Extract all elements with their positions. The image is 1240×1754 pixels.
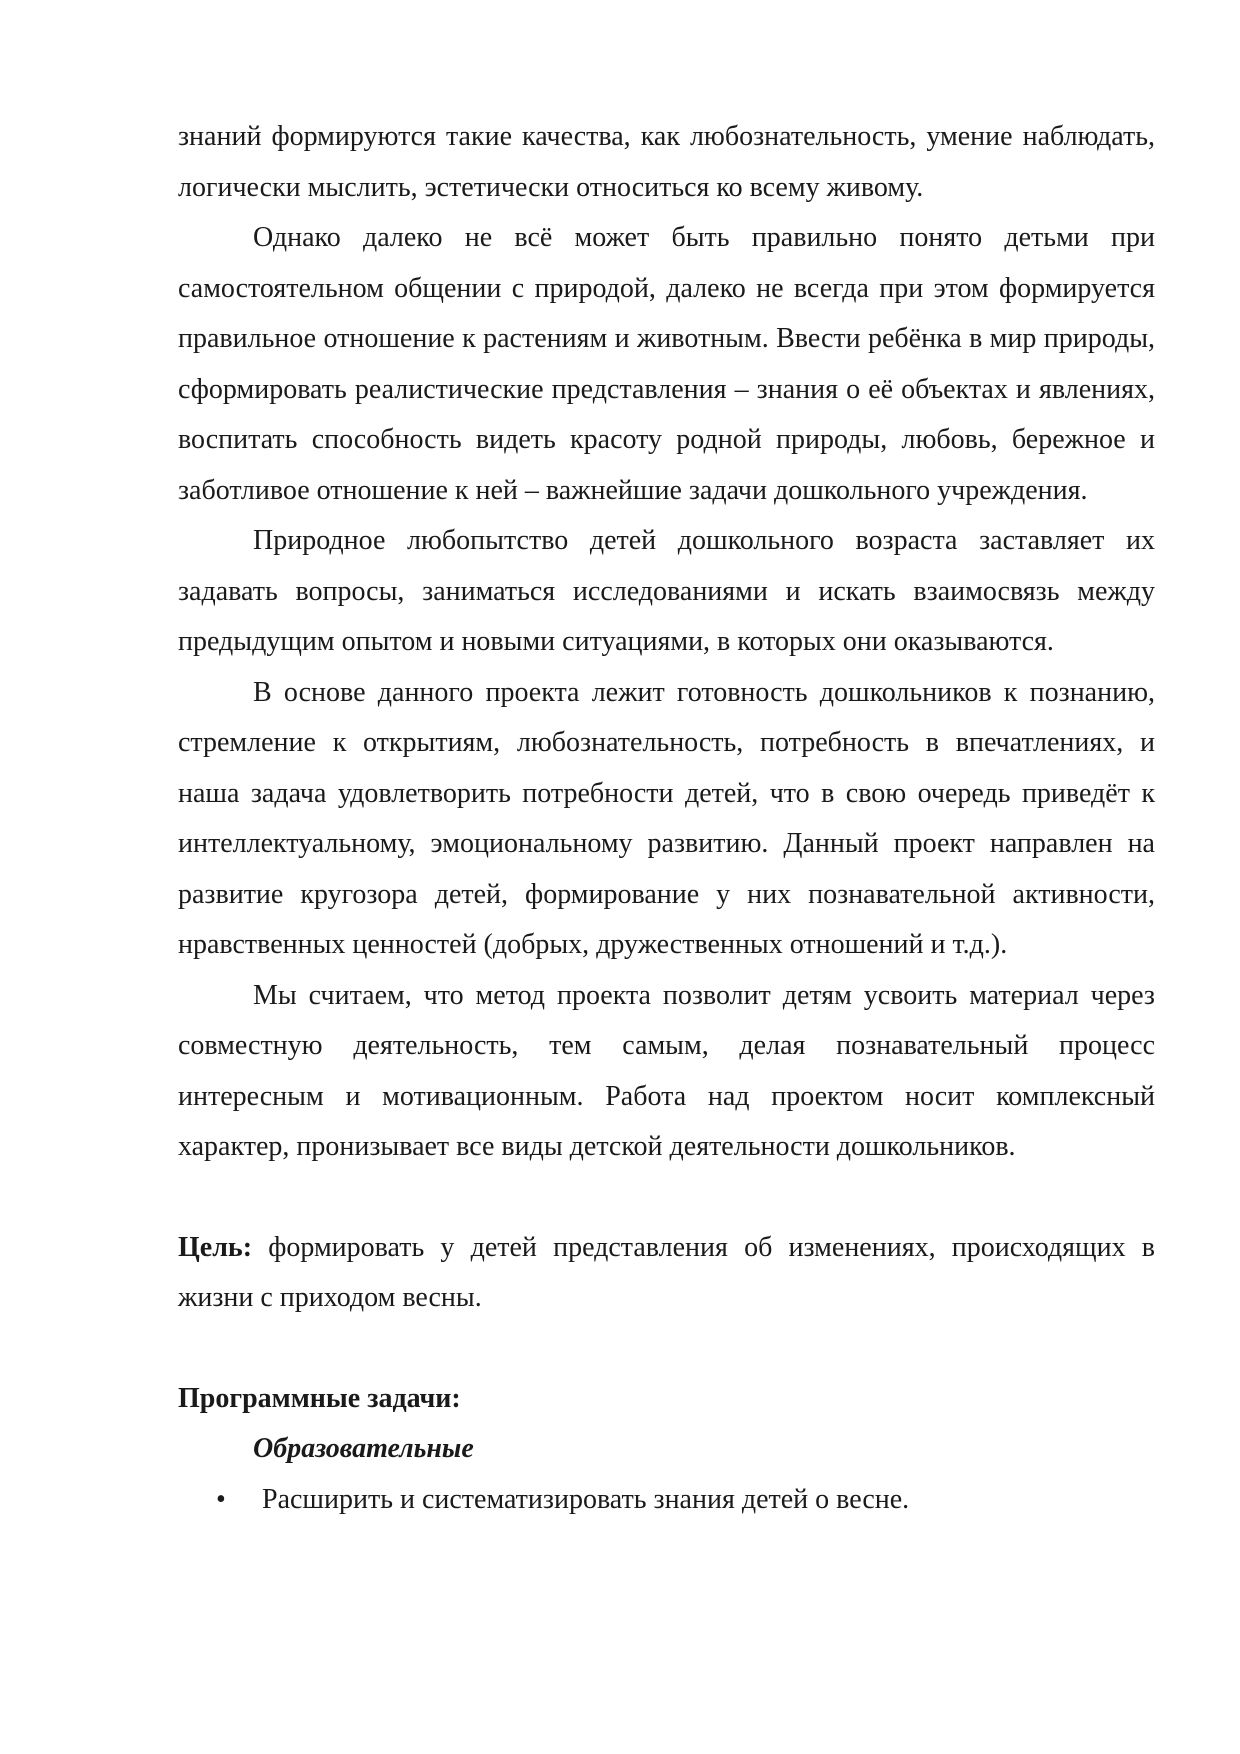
spacer bbox=[178, 1324, 1155, 1374]
list-item bbox=[178, 1475, 1155, 1526]
tasks-subheading: Образовательные bbox=[253, 1433, 474, 1464]
tasks-heading: Программные задачи: bbox=[178, 1382, 461, 1414]
paragraph-curiosity: Природное любопытство детей дошкольного возраста заставляет их задавать вопросы, заниматься исследованиями и искать взаимосвязь между предыдущим опытом и новыми ситуациями, в которых они оказываются. bbox=[178, 525, 1155, 657]
paragraph-project-basis: В основе данного проекта лежит готовность дошкольников к познанию, стремление к открытиям, любознательность, потребность в впечатлениях, и наша задача удовлетворить потребности детей, что в свою очередь приведёт к интеллектуальному, эмоциональному развитию. Данный проект направлен на развитие кругозора детей, формирование у них познавательной активности, нравственных ценностей (добрых, дружественных отношений и т.д.). bbox=[178, 676, 1155, 960]
goal-paragraph bbox=[178, 1223, 1155, 1324]
paragraph-continuation: знаний формируются такие качества, как любознательность, умение наблюдать, логически мыслить, эстетически относиться ко всему живому. bbox=[178, 121, 1155, 203]
list-item-text: Расширить и систематизировать знания детей о весне. bbox=[262, 1483, 910, 1515]
tasks-list bbox=[178, 1475, 1155, 1526]
bullet-icon: • bbox=[216, 1483, 226, 1515]
goal-label: Цель: bbox=[178, 1231, 253, 1263]
document-page bbox=[178, 112, 1155, 1525]
paragraph-nature-understanding: Однако далеко не всё может быть правильно понято детьми при самостоятельном общении с природой, далеко не всегда при этом формируется правильное отношение к растениям и животным. Ввести ребёнка в мир природы, сформировать реалистические представления – знания о её объектах и явлениях, воспитать способность видеть красоту родной природы, любовь, бережное и заботливое отношение к ней – важнейшие задачи дошкольного учреждения. bbox=[178, 222, 1155, 506]
goal-text: формировать у детей представления об изменениях, происходящих в жизни с приходом весны. bbox=[178, 1231, 1155, 1313]
paragraph-project-method: Мы считаем, что метод проекта позволит детям усвоить материал через совместную деятельность, тем самым, делая познавательный процесс интересным и мотивационным. Работа над проектом носит комплексный характер, пронизывает все виды детской деятельности дошкольников. bbox=[178, 979, 1155, 1162]
spacer bbox=[178, 1173, 1155, 1223]
